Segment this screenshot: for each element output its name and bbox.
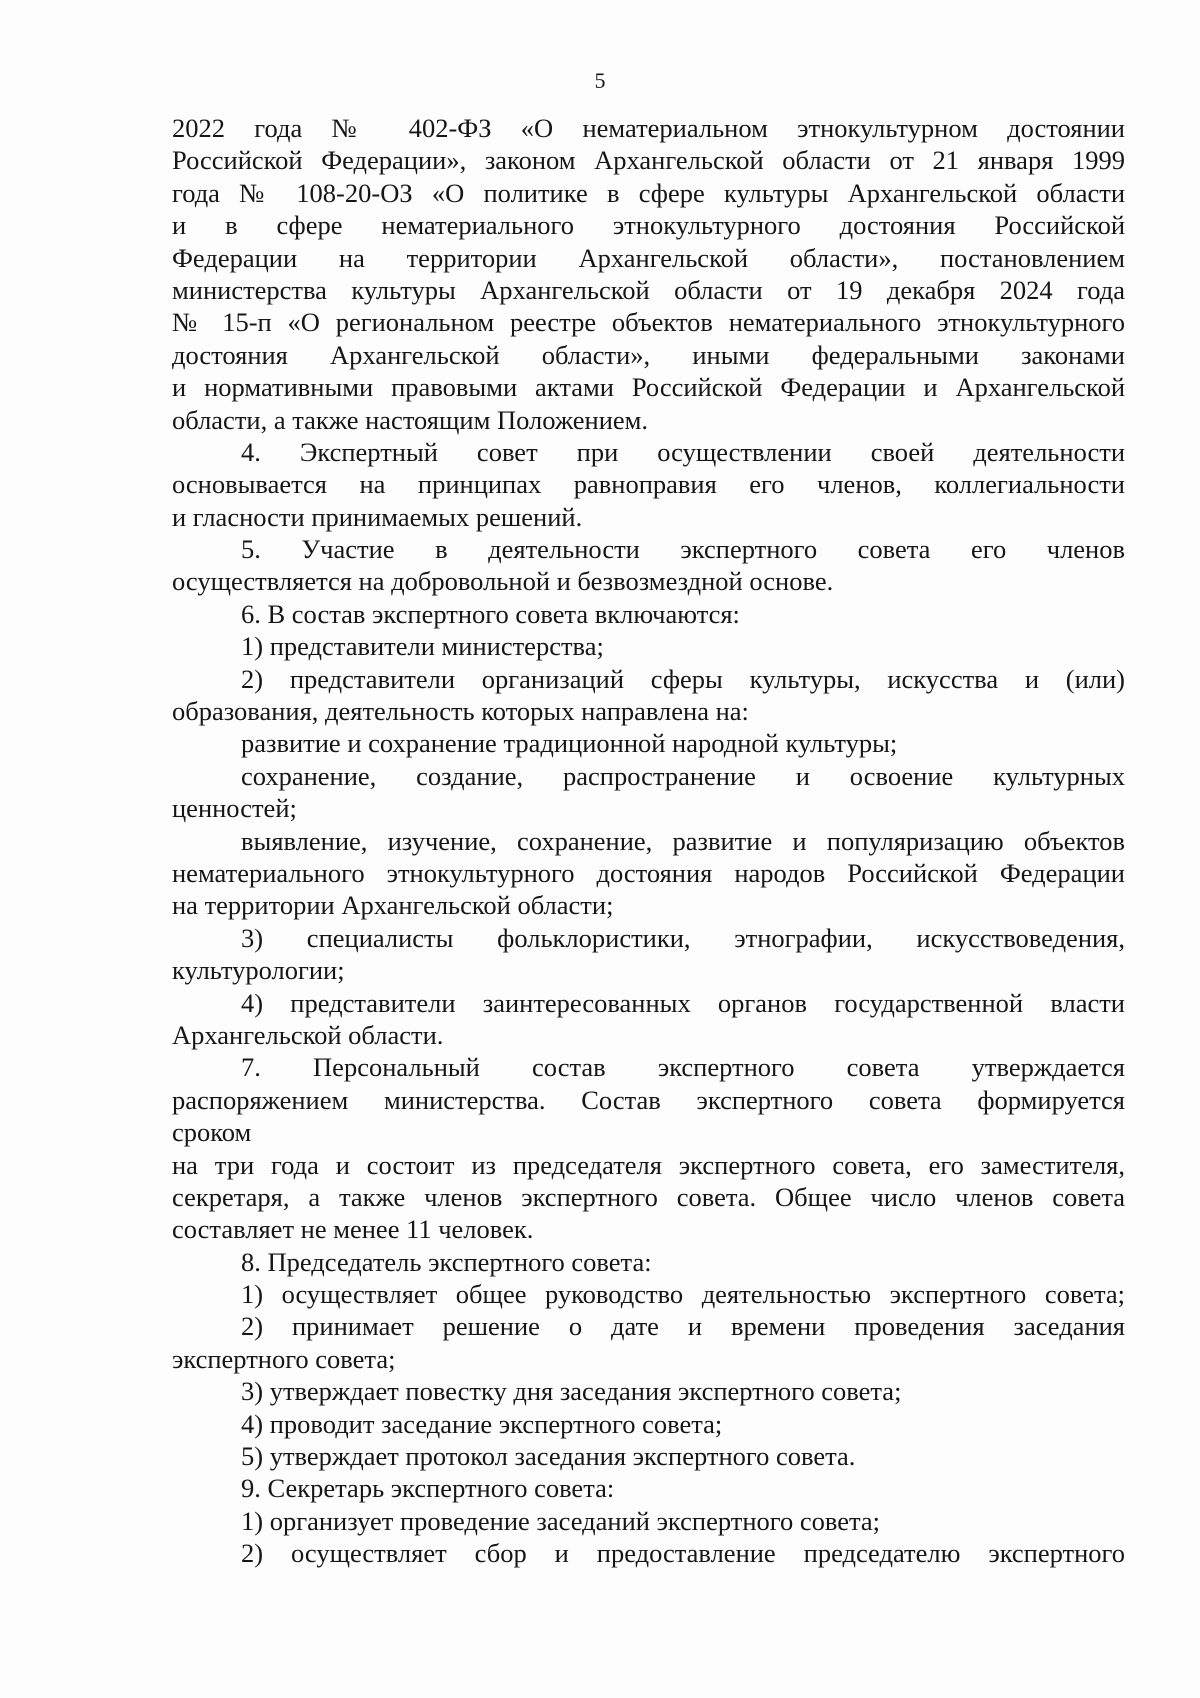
text-line: 1) организует проведение заседаний экспертного совета;	[241, 1505, 881, 1536]
text-line: 6. В состав экспертного совета включаются:	[241, 598, 740, 629]
text-line: министерства культуры Архангельской области от 19 декабря 2024 года	[172, 274, 1125, 305]
text-line: выявление, изучение, сохранение, развитие и популяризацию объектов	[241, 825, 1125, 856]
text-line: 4. Экспертный совет при осуществлении своей деятельности	[241, 436, 1125, 467]
text-line: на территории Архангельской области;	[172, 890, 614, 921]
text-line: осуществляется на добровольной и безвозмездной основе.	[172, 566, 834, 597]
text-line: 2) принимает решение о дате и времени проведения заседания	[241, 1311, 1125, 1342]
text-line: образования, деятельность которых направлена на:	[172, 696, 749, 727]
text-line: 4) представители заинтересованных органов государственной власти	[241, 987, 1125, 1018]
text-line: 3) специалисты фольклористики, этнографии, искусствоведения,	[241, 922, 1125, 953]
text-line: 1) осуществляет общее руководство деятельностью экспертного совета;	[241, 1279, 1125, 1310]
text-line: секретаря, а также членов экспертного совета. Общее число членов совета	[172, 1181, 1125, 1212]
text-line: и в сфере нематериального этнокультурного достояния Российской	[172, 210, 1125, 241]
text-line: экспертного совета;	[172, 1343, 396, 1374]
text-line: года № 108-20-ОЗ «О политике в сфере культуры Архангельской области	[172, 177, 1125, 208]
page-number: 5	[594, 68, 606, 93]
text-line: составляет не менее 11 человек.	[172, 1214, 534, 1245]
text-line: 4) проводит заседание экспертного совета;	[241, 1408, 723, 1439]
text-line: области, а также настоящим Положением.	[172, 404, 649, 435]
text-line: Российской Федерации», законом Архангельской области от 21 января 1999	[172, 145, 1125, 176]
text-line: и гласности принимаемых решений.	[172, 501, 583, 532]
text-line: 8. Председатель экспертного совета:	[241, 1246, 652, 1277]
text-line: сохранение, создание, распространение и освоение культурных	[241, 760, 1125, 791]
text-line: 7. Персональный состав экспертного совета утверждается	[241, 1052, 1125, 1083]
text-line: распоряжением министерства. Состав экспертного совета формируется	[172, 1084, 1125, 1115]
text-line: 5. Участие в деятельности экспертного совета его членов	[241, 534, 1125, 565]
text-line: 2) осуществляет сбор и предоставление председателю экспертного	[241, 1538, 1125, 1569]
text-line: 3) утверждает повестку дня заседания экспертного совета;	[241, 1376, 902, 1407]
text-line: ценностей;	[172, 793, 297, 824]
text-line: 2022 года № 402-ФЗ «О нематериальном этнокультурном достоянии	[172, 113, 1125, 143]
text-line: 9. Секретарь экспертного совета:	[241, 1473, 615, 1504]
text-line: развитие и сохранение традиционной народной культуры;	[241, 728, 898, 759]
text-line: основывается на принципах равноправия его членов, коллегиальности	[172, 469, 1125, 500]
text-line: 5) утверждает протокол заседания экспертного совета.	[241, 1441, 856, 1472]
text-line: и нормативными правовыми актами Российской Федерации и Архангельской	[172, 372, 1125, 403]
text-line: на три года и состоит из председателя экспертного совета, его заместителя,	[172, 1149, 1125, 1180]
document-body	[172, 112, 1125, 1570]
text-line: сроком	[172, 1117, 252, 1148]
text-line: культурологии;	[172, 955, 345, 986]
text-line: Федерации на территории Архангельской области», постановлением	[172, 242, 1125, 273]
text-line: 2) представители организаций сферы культуры, искусства и (или)	[241, 663, 1125, 694]
text-line: достояния Архангельской области», иными федеральными законами	[172, 339, 1125, 370]
text-line: нематериального этнокультурного достояния народов Российской Федерации	[172, 857, 1125, 888]
text-line: 1) представители министерства;	[241, 631, 604, 662]
text-line: Архангельской области.	[172, 1019, 444, 1050]
text-line: № 15-п «О региональном реестре объектов нематериального этнокультурного	[172, 307, 1125, 338]
